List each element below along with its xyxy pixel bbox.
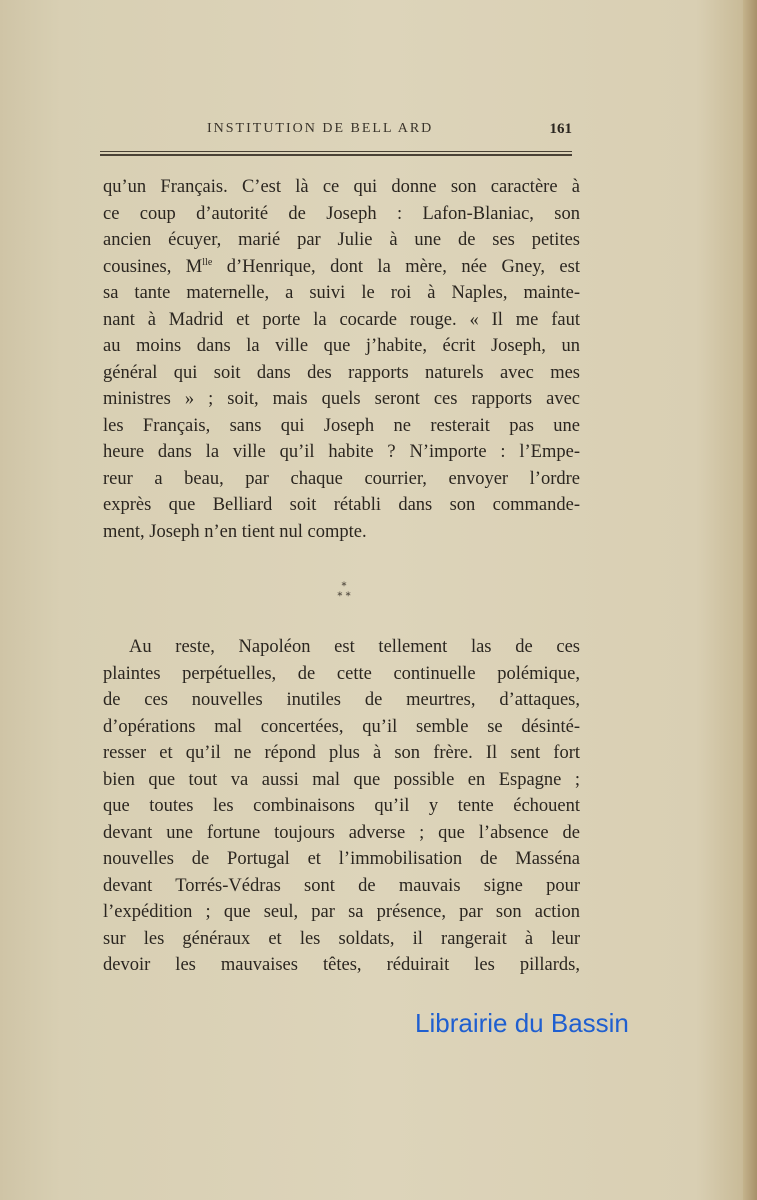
text-line: Au reste, Napoléon est tellement las de ces xyxy=(129,637,580,657)
text-line: que toutes les combinaisons qu’il y tente échouent xyxy=(103,796,580,816)
text-line: au moins dans la ville que j’habite, écrit Joseph, un xyxy=(103,336,580,356)
text-line: plaintes perpétuelles, de cette continuelle polémique, xyxy=(103,663,580,684)
text-fragment: cousines, M xyxy=(103,256,203,277)
text-line: bien que tout va aussi mal que possible en Espagne ; xyxy=(103,769,580,790)
text-line: heure dans la ville qu’il habite ? N’importe : l’Empe- xyxy=(103,442,580,462)
text-line: nouvelles de Portugal et l’immobilisation de Masséna xyxy=(103,849,580,869)
text-line: sur les généraux et les soldats, il rangerait à leur xyxy=(103,928,580,949)
text-line: l’expédition ; que seul, par sa présence, par son action xyxy=(103,902,580,922)
text-line: sa tante maternelle, a suivi le roi à Naples, mainte- xyxy=(103,283,580,303)
text-line: devoir les mauvaises têtes, réduirait les pillards, xyxy=(103,955,580,975)
superscript: lle xyxy=(202,256,213,268)
text-line: ce coup d’autorité de Joseph : Lafon-Blaniac, son xyxy=(103,203,580,224)
section-separator xyxy=(332,582,356,602)
text-line: exprès que Belliard soit rétabli dans son commande- xyxy=(103,495,580,515)
text-line: resser et qu’il ne répond plus à son frère. Il sent fort xyxy=(103,743,580,763)
text-line: devant une fortune toujours adverse ; que l’absence de xyxy=(103,822,580,843)
asterism-bottom: * * xyxy=(337,591,351,602)
page-header xyxy=(100,121,572,143)
text-line: reur a beau, par chaque courrier, envoyer l’ordre xyxy=(103,468,580,489)
text-line: qu’un Français. C’est là ce qui donne son caractère à xyxy=(103,177,580,197)
paragraph-2 xyxy=(103,634,580,979)
watermark: Librairie du Bassin xyxy=(415,1008,629,1038)
page-edge xyxy=(743,0,757,1200)
header-rule xyxy=(100,151,572,156)
text-fragment: d’Henrique, dont la mère, née Gney, est xyxy=(212,256,580,277)
text-line: ministres » ; soit, mais quels seront ces rapports avec xyxy=(103,389,580,409)
text-line: devant Torrés-Védras sont de mauvais signe pour xyxy=(103,875,580,896)
running-title: INSTITUTION DE BELL ARD xyxy=(207,121,434,136)
text-line: ment, Joseph n’en tient nul compte. xyxy=(103,521,367,542)
text-line: général qui soit dans des rapports naturels avec mes xyxy=(103,362,580,383)
text-line: les Français, sans qui Joseph ne resterait pas une xyxy=(103,415,580,436)
page-number: 161 xyxy=(549,121,572,137)
text-line xyxy=(103,254,580,281)
asterism-top: * xyxy=(341,581,347,592)
text-line: de ces nouvelles inutiles de meurtres, d’attaques, xyxy=(103,690,580,710)
text-line: d’opérations mal concertées, qu’il semble se désinté- xyxy=(103,716,580,737)
paragraph-1 xyxy=(103,174,580,545)
text-line: ancien écuyer, marié par Julie à une de ses petites xyxy=(103,230,580,250)
text-line: nant à Madrid et porte la cocarde rouge. « Il me faut xyxy=(103,309,580,330)
